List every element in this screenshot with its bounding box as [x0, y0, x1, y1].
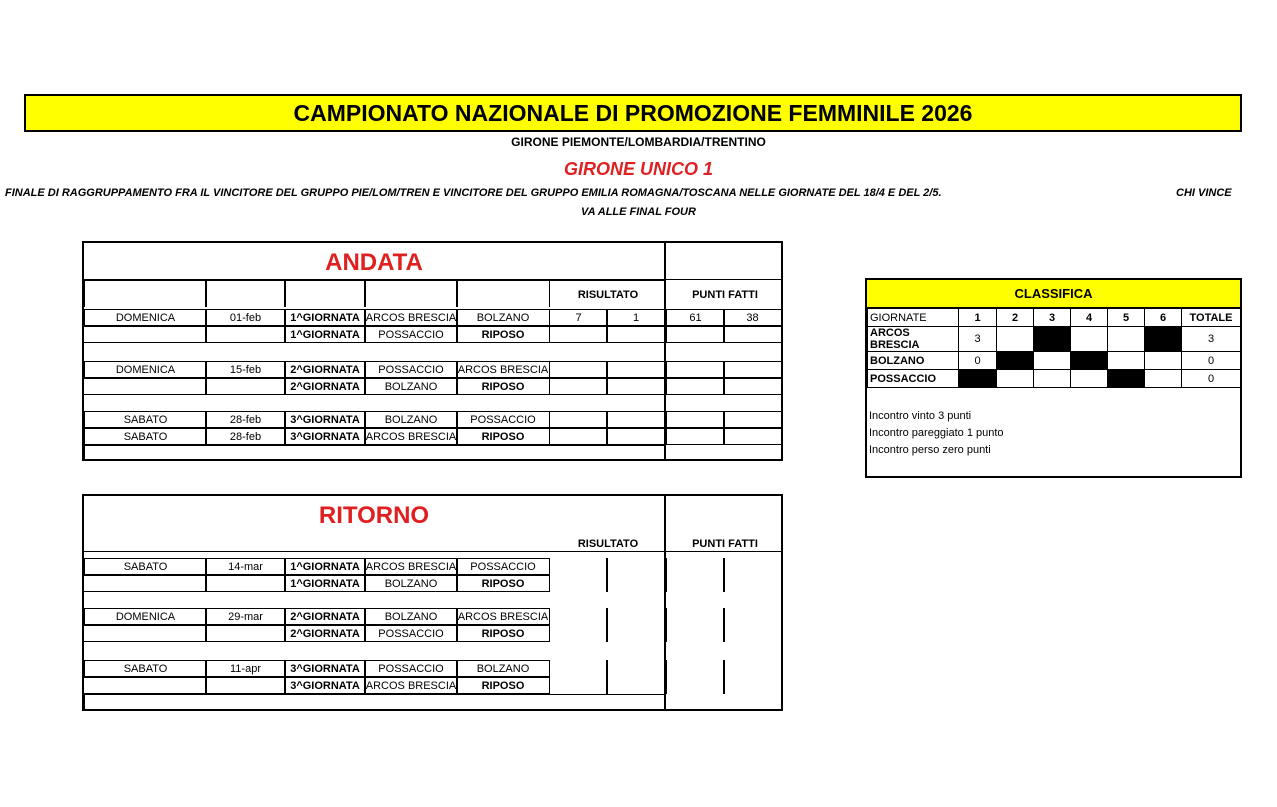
- ritorno-day-cell: DOMENICA: [84, 608, 207, 625]
- andata-round-cell: 1^GIORNATA: [284, 309, 366, 326]
- ritorno-away-cell: RIPOSO: [456, 677, 550, 694]
- classifica-title: CLASSIFICA: [867, 280, 1240, 308]
- ritorno-away-cell: RIPOSO: [456, 575, 550, 592]
- note-line-2: VA ALLE FINAL FOUR: [581, 206, 696, 218]
- ritorno-cell-empty: [723, 558, 782, 575]
- andata-away-cell: BOLZANO: [456, 309, 550, 326]
- andata-r1-cell: [549, 411, 608, 428]
- andata-header-cell: [205, 280, 286, 307]
- ritorno-cell-empty: [666, 677, 725, 694]
- ritorno-away-cell: POSSACCIO: [456, 558, 550, 575]
- ritorno-home-cell: ARCOS BRESCIA: [364, 677, 458, 694]
- ritorno-home-cell: POSSACCIO: [364, 625, 458, 642]
- andata-r1-cell: 7: [549, 309, 608, 326]
- ritorno-round-cell: 1^GIORNATA: [284, 558, 366, 575]
- ritorno-cell-empty: [666, 625, 725, 642]
- classifica-team: ARCOS BRESCIA: [868, 327, 959, 352]
- classifica-score-cell: [997, 370, 1034, 388]
- andata-header-line-2: [666, 279, 781, 280]
- classifica-blocked-cell: [959, 370, 997, 388]
- andata-day-cell: [84, 378, 207, 395]
- andata-r2-cell: [606, 326, 666, 343]
- classifica-total: 0: [1182, 352, 1241, 370]
- andata-p2-cell: [723, 326, 782, 343]
- classifica-row: [868, 370, 1241, 388]
- andata-p2-cell: [723, 428, 782, 445]
- andata-round-cell: 3^GIORNATA: [284, 428, 366, 445]
- ritorno-date-cell: [205, 575, 286, 592]
- ritorno-cell-empty: [723, 660, 782, 677]
- classifica-team: POSSACCIO: [868, 370, 959, 388]
- ritorno-home-cell: ARCOS BRESCIA: [364, 558, 458, 575]
- andata-header-cell: [284, 280, 366, 307]
- classifica-score-cell: 0: [959, 352, 997, 370]
- classifica-table: [867, 308, 1241, 388]
- andata-round-cell: 2^GIORNATA: [284, 361, 366, 378]
- ritorno-away-cell: BOLZANO: [456, 660, 550, 677]
- classifica-blocked-cell: [1108, 370, 1145, 388]
- andata-r2-cell: [606, 428, 666, 445]
- ritorno-cell-empty: [723, 677, 782, 694]
- andata-p1-cell: [666, 411, 725, 428]
- ritorno-punti-label: PUNTI FATTI: [692, 538, 758, 550]
- group-title: GIRONE UNICO 1: [563, 159, 714, 179]
- classifica-header-cell: TOTALE: [1182, 309, 1241, 327]
- classifica-header-cell: 3: [1034, 309, 1071, 327]
- ritorno-cell-empty: [666, 660, 725, 677]
- ritorno-day-cell: SABATO: [84, 660, 207, 677]
- classifica-score-cell: [1108, 327, 1145, 352]
- ritorno-cell-empty: [666, 558, 725, 575]
- andata-round-cell: 1^GIORNATA: [284, 326, 366, 343]
- ritorno-cell-empty: [549, 660, 608, 677]
- andata-r1-cell: [549, 326, 608, 343]
- classifica-header-cell: 6: [1145, 309, 1182, 327]
- andata-r2-cell: [606, 361, 666, 378]
- ritorno-cell-empty: [606, 625, 666, 642]
- subtitle: GIRONE PIEMONTE/LOMBARDIA/TRENTINO: [511, 135, 766, 149]
- classifica-header-row: [868, 309, 1241, 327]
- andata-title: ANDATA: [325, 249, 423, 276]
- andata-p2-cell: 38: [723, 309, 782, 326]
- andata-away-cell: ARCOS BRESCIA: [456, 361, 550, 378]
- andata-round-cell: 3^GIORNATA: [284, 411, 366, 428]
- legend-item: Incontro pareggiato 1 punto: [869, 427, 1004, 439]
- classifica-score-cell: [1145, 352, 1182, 370]
- classifica-score-cell: [1034, 352, 1071, 370]
- andata-date-cell: 28-feb: [205, 428, 286, 445]
- ritorno-round-cell: 2^GIORNATA: [284, 608, 366, 625]
- andata-day-cell: [84, 326, 207, 343]
- ritorno-cell-empty: [606, 660, 666, 677]
- note-line-1: FINALE DI RAGGRUPPAMENTO FRA IL VINCITORE DEL GRUPPO PIE/LOM/TREN E VINCITORE DEL GRUPPO EMILIA ROMAGNA/TOSCANA NELLE GIORNATE DEL 18/4 E DEL 2/5.: [5, 187, 942, 199]
- ritorno-cell-empty: [549, 608, 608, 625]
- andata-home-cell: POSSACCIO: [364, 326, 458, 343]
- classifica-header-cell: GIORNATE: [868, 309, 959, 327]
- ritorno-date-cell: 11-apr: [205, 660, 286, 677]
- andata-date-cell: [205, 378, 286, 395]
- ritorno-cell-empty: [549, 558, 608, 575]
- andata-p1-cell: 61: [666, 309, 725, 326]
- andata-p2-cell: [723, 378, 782, 395]
- legend-item: Incontro perso zero punti: [869, 444, 991, 456]
- andata-header-cell: [549, 280, 665, 307]
- classifica-blocked-cell: [1034, 327, 1071, 352]
- andata-header-cell: [84, 280, 207, 307]
- classifica-blocked-cell: [1145, 327, 1182, 352]
- ritorno-cell-empty: [606, 558, 666, 575]
- legend-item: Incontro vinto 3 punti: [869, 410, 972, 422]
- andata-header-cell: [456, 280, 550, 307]
- classifica-total: 3: [1182, 327, 1241, 352]
- classifica-total: 0: [1182, 370, 1241, 388]
- andata-punti-label: PUNTI FATTI: [692, 289, 758, 301]
- classifica-header-cell: 1: [959, 309, 997, 327]
- andata-home-cell: BOLZANO: [364, 378, 458, 395]
- ritorno-cell-empty: [549, 677, 608, 694]
- classifica-score-cell: 3: [959, 327, 997, 352]
- ritorno-day-cell: [84, 575, 207, 592]
- andata-schedule: [82, 241, 783, 461]
- ritorno-header-line: [84, 551, 664, 552]
- andata-away-cell: RIPOSO: [456, 326, 550, 343]
- ritorno-cell-empty: [549, 625, 608, 642]
- andata-away-cell: POSSACCIO: [456, 411, 550, 428]
- andata-header-cell: [364, 280, 458, 307]
- andata-bottom-row: [84, 445, 665, 461]
- classifica-score-cell: [1145, 370, 1182, 388]
- ritorno-day-cell: [84, 677, 207, 694]
- ritorno-away-cell: ARCOS BRESCIA: [456, 608, 550, 625]
- classifica-blocked-cell: [1071, 352, 1108, 370]
- andata-day-cell: DOMENICA: [84, 309, 207, 326]
- classifica-score-cell: [997, 327, 1034, 352]
- ritorno-date-cell: [205, 625, 286, 642]
- classifica-header-cell: 5: [1108, 309, 1145, 327]
- ritorno-home-cell: POSSACCIO: [364, 660, 458, 677]
- andata-away-cell: RIPOSO: [456, 428, 550, 445]
- andata-round-cell: 2^GIORNATA: [284, 378, 366, 395]
- andata-away-cell: RIPOSO: [456, 378, 550, 395]
- andata-home-cell: POSSACCIO: [364, 361, 458, 378]
- classifica-header-cell: 2: [997, 309, 1034, 327]
- ritorno-round-cell: 1^GIORNATA: [284, 575, 366, 592]
- classifica-header-cell: 4: [1071, 309, 1108, 327]
- andata-p1-cell: [666, 378, 725, 395]
- andata-r2-cell: [606, 411, 666, 428]
- classifica-team: BOLZANO: [868, 352, 959, 370]
- ritorno-cell-empty: [549, 575, 608, 592]
- ritorno-day-cell: SABATO: [84, 558, 207, 575]
- classifica-row: [868, 327, 1241, 352]
- ritorno-away-cell: RIPOSO: [456, 625, 550, 642]
- andata-date-cell: 28-feb: [205, 411, 286, 428]
- andata-r1-cell: [549, 428, 608, 445]
- andata-home-cell: ARCOS BRESCIA: [364, 428, 458, 445]
- classifica-score-cell: [1071, 327, 1108, 352]
- ritorno-cell-empty: [606, 608, 666, 625]
- andata-r2-cell: [606, 378, 666, 395]
- ritorno-risultato-label: RISULTATO: [577, 538, 639, 550]
- ritorno-cell-empty: [666, 575, 725, 592]
- ritorno-round-cell: 3^GIORNATA: [284, 677, 366, 694]
- classifica-score-cell: [1071, 370, 1108, 388]
- andata-date-cell: 01-feb: [205, 309, 286, 326]
- andata-p2-cell: [723, 361, 782, 378]
- classifica-panel: [865, 278, 1242, 478]
- andata-r1-cell: [549, 378, 608, 395]
- note-right: CHI VINCE: [1176, 187, 1232, 199]
- andata-r1-cell: [549, 361, 608, 378]
- ritorno-cell-empty: [606, 575, 666, 592]
- ritorno-cell-empty: [666, 608, 725, 625]
- ritorno-cell-empty: [723, 575, 782, 592]
- classifica-blocked-cell: [997, 352, 1034, 370]
- ritorno-day-cell: [84, 625, 207, 642]
- classifica-score-cell: [1034, 370, 1071, 388]
- classifica-row: [868, 352, 1241, 370]
- andata-p2-cell: [723, 411, 782, 428]
- ritorno-schedule: [82, 494, 783, 711]
- ritorno-cell-empty: [723, 625, 782, 642]
- andata-day-cell: SABATO: [84, 411, 207, 428]
- andata-day-cell: SABATO: [84, 428, 207, 445]
- andata-date-cell: [205, 326, 286, 343]
- andata-home-cell: ARCOS BRESCIA: [364, 309, 458, 326]
- ritorno-title: RITORNO: [318, 502, 430, 529]
- ritorno-date-cell: 29-mar: [205, 608, 286, 625]
- ritorno-home-cell: BOLZANO: [364, 575, 458, 592]
- andata-risultato-label: RISULTATO: [577, 289, 639, 301]
- page-title: CAMPIONATO NAZIONALE DI PROMOZIONE FEMMINILE 2026: [24, 94, 1242, 132]
- andata-p1-cell: [666, 326, 725, 343]
- andata-day-cell: DOMENICA: [84, 361, 207, 378]
- andata-p1-cell: [666, 428, 725, 445]
- ritorno-cell-empty: [606, 677, 666, 694]
- classifica-score-cell: [1108, 352, 1145, 370]
- andata-date-cell: 15-feb: [205, 361, 286, 378]
- andata-home-cell: BOLZANO: [364, 411, 458, 428]
- ritorno-round-cell: 2^GIORNATA: [284, 625, 366, 642]
- ritorno-date-cell: 14-mar: [205, 558, 286, 575]
- ritorno-home-cell: BOLZANO: [364, 608, 458, 625]
- ritorno-header-line-2: [666, 551, 781, 552]
- andata-p1-cell: [666, 361, 725, 378]
- andata-r2-cell: 1: [606, 309, 666, 326]
- ritorno-cell-empty: [723, 608, 782, 625]
- ritorno-date-cell: [205, 677, 286, 694]
- ritorno-round-cell: 3^GIORNATA: [284, 660, 366, 677]
- ritorno-bottom-row: [84, 694, 665, 711]
